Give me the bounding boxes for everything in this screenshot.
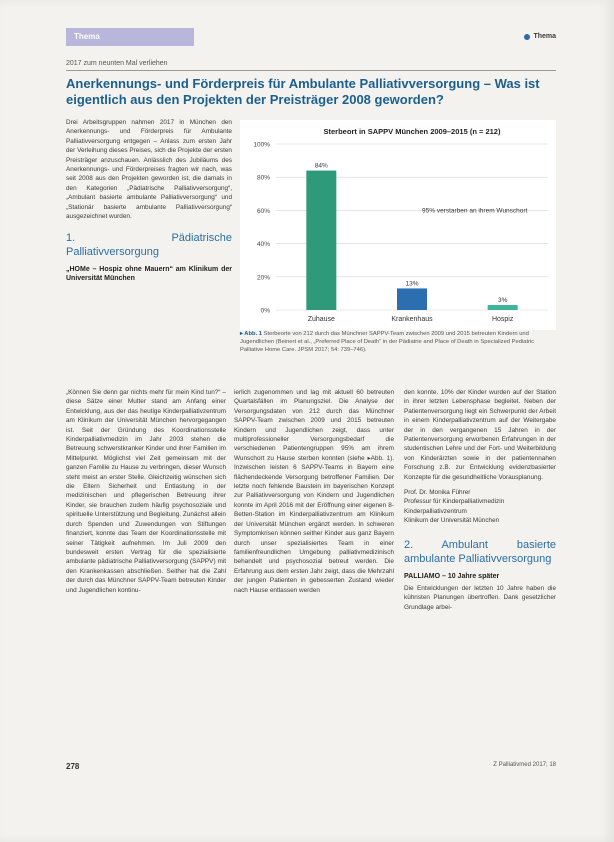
caption-text: Sterbeorte von 212 durch das Münchner SAPPV-Team zwischen 2009 und 2015 betreuten Kindern und Jugendlichen (Beinert et al., „Preferred Place of Death“ in der Pädiatrie and Place of Death in Specialized Pediatric Palliative Home Care. JPSM 2017; 54: 739–746).	[240, 331, 535, 353]
body-column-2	[234, 388, 394, 598]
intro-column	[66, 118, 232, 283]
journal-reference: Z Palliativmed 2017; 18	[493, 762, 556, 768]
author-institution: Klinikum der Universität München	[404, 517, 500, 525]
section2-subheading: PALLIAMO – 10 Jahre später	[404, 572, 500, 580]
y-tick-label: 0%	[260, 307, 270, 315]
death-place-chart	[240, 120, 556, 330]
x-tick-label: Zuhause	[307, 316, 335, 323]
body-column-3	[404, 388, 556, 615]
author-block	[404, 488, 556, 526]
page-number: 278	[66, 762, 80, 771]
caption-label: ▸ Abb. 1	[240, 331, 263, 337]
body-column-1	[66, 388, 226, 598]
author-name: Prof. Dr. Monika Führer	[404, 489, 471, 497]
topic-bullet-icon	[524, 34, 530, 40]
section-tag: Thema	[66, 28, 194, 46]
chart-title: Sterbeort in SAPPV München 2009–2015 (n = 212)	[323, 127, 501, 136]
y-tick-label: 80%	[256, 174, 270, 182]
header-divider	[66, 70, 556, 71]
y-tick-label: 60%	[256, 207, 270, 215]
topic-label	[524, 33, 556, 40]
bar-zuhause	[306, 171, 336, 310]
section1-text-part2: ierlich zugenommen und lag mit aktuell 60 betreuten Quartalsfällen im Planungsziel. Die Analyse der Versorgungsdaten von 212 durch das Münchner SAPPV-Team zwischen 2009 und 2015 betreuten Kindern und Jugendlichen zeigt, dass unter multiprofessioneller Versorgungsbedarf die verschiedenen Patientengruppen 95% am ihrem Wunschort zu Hause sterben konnten (siehe ▸Abb. 1). Inzwischen leisten 6 SAPPV-Teams in Bayern eine flächendeckende Versorgung betroffener Familien. Der letzte noch fehlende Baustein im bayerischen Konzept zur Palliativversorgung von Kindern und Jugendlichen konnte im April 2016 mit der Eröffnung einer eigenen 8-Betten-Station im Kinderpalliativzentrum am Klinikum der Universität München ergänzt werden. In schweren Symptomkrisen können seither Kinder aus ganz Bayern durch unser spezialisiertes Team in einer familienfreundlichen Umgebung palliativmedizinisch behandelt und psychosozial betreut werden. Die Erfahrung aus dem ersten Jahr zeigt, dass die Mehrzahl der jungen Patienten in gebesserten Zustand wieder nach Hause entlassen werden	[234, 389, 394, 594]
section1-subheading: „HOMe – Hospiz ohne Mauern“ am Klinikum der Universität München	[66, 266, 232, 283]
section2-heading: 2. Ambulant basierte ambulante Palliativversorgung	[404, 538, 556, 565]
section1-text-part1: „Können Sie denn gar nichts mehr für mein Kind tun?“ – diese Sätze einer Mutter stand am Anfang einer Entwicklung, aus der das heutige Kinderpalliativzentrum am Klinikum der Universität München hervorgegangen ist. Seit der Gründung des Koordinationsstelle Kinderpalliativmedizin im Jahr 2003 stehen die Betreuung schwerstkranker Kinder und ihrer Familien im Mittelpunkt. Möglichst viel Zeit gemeinsam mit der ganzen Familie zu Hause zu verbringen, dieser Wunsch steht meist an erster Stelle. Gleichzeitig wünschen sich die Eltern Sicherheit und Entlastung in der medizinischen und pflegerischen Betreuung ihrer Kinder, sie brauchen zudem häufig psychosoziale und spirituelle Unterstützung und Begleitung. Zunächst allein durch Spenden und Zuwendungen von Stiftungen finanziert, konnte das Team der Koordinationsstelle mit seiner Tätigkeit aufnehmen. Im Juli 2009 den bundesweit ersten Vertrag für die spezialisierte ambulante pädiatrische Palliativversorgung (SAPPV) mit den Krankenkassen abschließen. Seither hat die Zahl der durch das Münchner SAPPV-Team betreuten Kinder und Jugendlichen kontinu-	[66, 389, 226, 594]
topic-text: Thema	[533, 33, 556, 40]
bar-value-label: 3%	[497, 297, 508, 305]
section1-heading: 1. Pädiatrische Palliativversorgung	[66, 232, 232, 259]
bar-krankenhaus	[397, 288, 427, 310]
kicker: 2017 zum neunten Mal verliehen	[66, 60, 168, 67]
author-role: Professur für Kinderpalliativmedizin	[404, 498, 505, 506]
article-title: Anerkennungs- und Förderpreis für Ambulante Palliativversorgung – Was ist eigentlich aus den Projekten der Preisträger 2008 geworden?	[66, 76, 540, 107]
figure-caption	[240, 330, 556, 354]
chart-annotation: 95% verstarben an ihrem Wunschort	[422, 207, 528, 215]
y-tick-label: 40%	[256, 241, 270, 249]
section2-text: Die Entwicklungen der letzten 10 Jahre haben die kühnsten Planungen übertroffen. Dank gesetzlicher Grundlage arbei-	[404, 584, 556, 611]
x-tick-label: Krankenhaus	[391, 316, 433, 323]
y-tick-label: 20%	[256, 274, 270, 282]
bar-hospiz	[488, 305, 518, 310]
bar-value-label: 84%	[314, 162, 328, 170]
author-affiliation: Kinderpalliativzentrum	[404, 507, 467, 515]
intro-paragraph: Drei Arbeitsgruppen nahmen 2017 in München den Anerkennungs- und Förderpreis für Ambulante Palliativversorgung entgegen – Anlass zum ersten Jahr der Verleihung dieses Preises, sich die Projekte der ersten Preisträger anzuschauen. Anlässlich des Jubiläums des Anerkennungs- und Förderpreises fragten wir nach, was seit 2008 aus den Projekten geworden ist, die damals in den Kategorien „Pädiatrische Palliativversorgung“, „Ambulant basierte ambulante Palliativversorgung“ und „Stationär basierte ambulante Palliativversorgung“ ausgezeichnet wurden.	[66, 119, 232, 221]
x-tick-label: Hospiz	[491, 316, 514, 323]
section1-text-part3: den konnte. 10% der Kinder wurden auf der Station in ihrer letzten Lebensphase begleitet. Neben der Patientenversorgung liegt ein Schwerpunkt der Arbeit in einem Kinderpalliativzentrum auf der Weitergabe der in den vergangenen 15 Jahren in der Patientenversorgung erworbenen Erfahrungen in der studentischen Lehre und der Fort- und Weiterbildung von Kinderärzten sowie in der patientennahen Forschung z.B. zur Entwicklung evidenzbasierter Konzepte für die gesundheitliche Vorausplanung.	[404, 389, 556, 481]
bar-value-label: 13%	[405, 280, 419, 288]
y-tick-label: 100%	[253, 141, 270, 149]
